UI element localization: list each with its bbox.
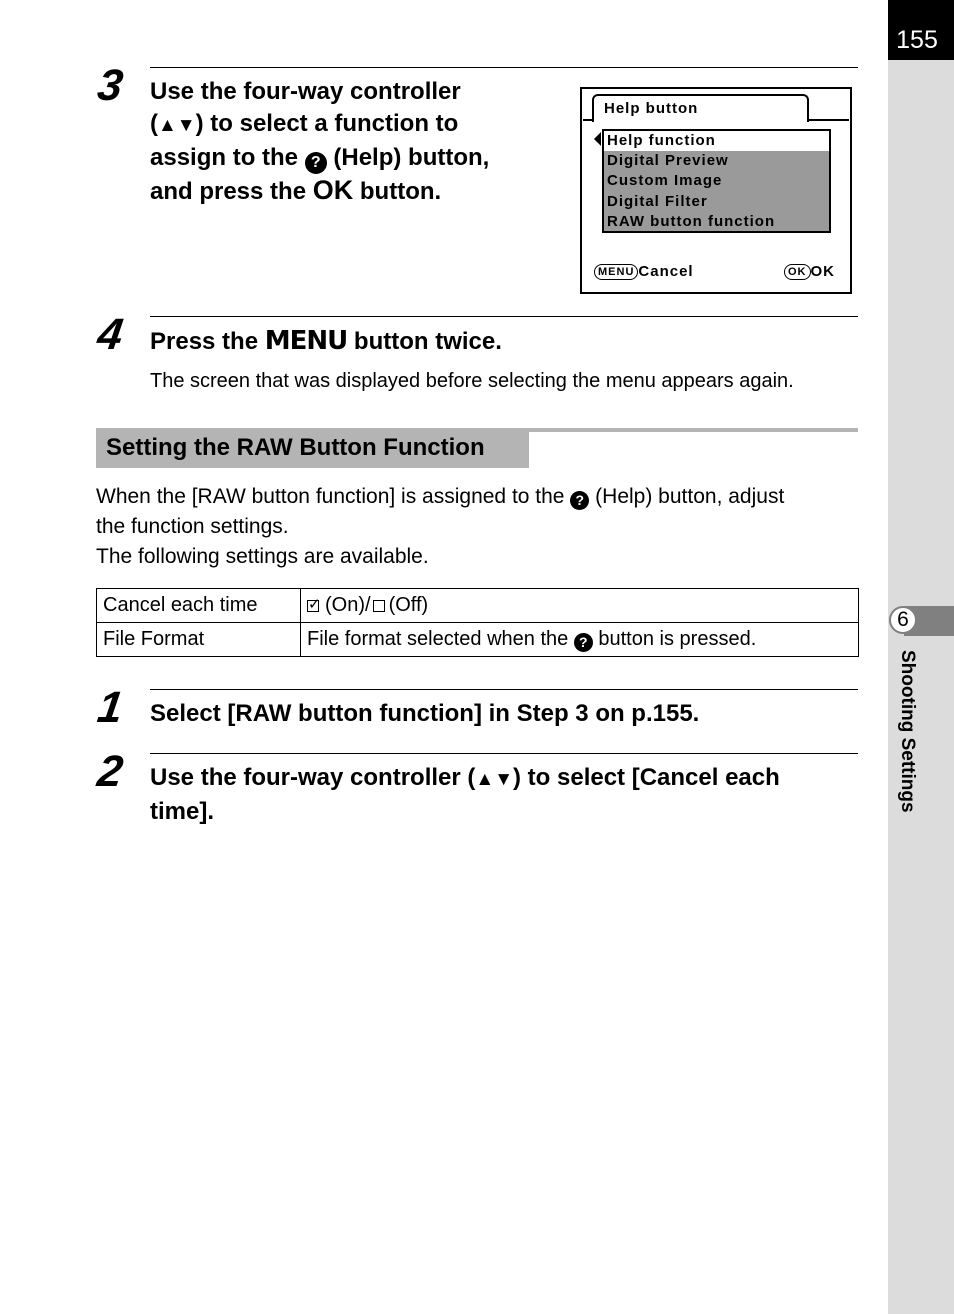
- camera-ok-label: OK: [810, 263, 835, 280]
- step-2-line-2: time].: [150, 798, 215, 825]
- step-1-number: 1: [94, 683, 126, 732]
- section-text-1a: When the [RAW button function] is assigned to the: [96, 485, 565, 508]
- step-3-number: 3: [94, 61, 126, 110]
- step-3-paren-open: (: [150, 110, 158, 137]
- step-3-line-1: Use the four-way controller: [150, 78, 461, 105]
- chapter-title: Shooting Settings: [897, 650, 918, 813]
- table-cell-value: [301, 589, 859, 623]
- camera-screen-tab: Help button: [592, 94, 809, 122]
- step-3-line-4a: and press the: [150, 178, 307, 205]
- help-button-icon: ?: [570, 491, 589, 510]
- step-4-text-a: Press the: [150, 328, 259, 355]
- camera-cancel-label: Cancel: [638, 263, 694, 280]
- step-3-line-3a: assign to the: [150, 144, 299, 171]
- camera-ok[interactable]: [784, 263, 835, 280]
- step-2-line-1b: ) to select [Cancel each: [513, 764, 780, 791]
- table-row: [97, 589, 859, 623]
- step-1-instruction: Select [RAW button function] in Step 3 on p.155.: [150, 700, 700, 727]
- section-text-2: The following settings are available.: [96, 545, 429, 568]
- camera-list-item-selected[interactable]: Help function: [604, 131, 829, 151]
- step-4-instruction: [150, 325, 502, 358]
- step-2-instruction: [150, 762, 860, 828]
- table-cell-value: [301, 623, 859, 657]
- table-row: [97, 623, 859, 657]
- step-3-rule: [150, 67, 858, 68]
- ok-button-icon: OK: [312, 175, 354, 205]
- camera-function-list: [602, 129, 831, 233]
- section-text-1b: (Help) button, adjust: [595, 485, 785, 508]
- on-label: (On)/: [325, 594, 371, 616]
- file-format-desc-b: button is pressed.: [598, 627, 757, 650]
- section-body: [96, 482, 866, 572]
- camera-list-item[interactable]: RAW button function: [607, 213, 776, 230]
- up-down-arrows-icon: ▲▼: [475, 769, 514, 790]
- section-text-1c: the function settings.: [96, 515, 289, 538]
- ok-badge-icon: OK: [784, 264, 811, 280]
- step-3-line-2: ) to select a function to: [195, 110, 459, 137]
- step-2-rule: [150, 753, 858, 754]
- step-3-line-4b: button.: [359, 178, 442, 205]
- step-2-line-1a: Use the four-way controller (: [150, 764, 476, 791]
- help-button-icon: ?: [305, 152, 327, 174]
- camera-cancel[interactable]: [594, 263, 694, 280]
- checkbox-checked-icon: [307, 600, 319, 612]
- step-4-text-b: button twice.: [353, 328, 502, 355]
- camera-list-item[interactable]: Digital Preview: [607, 152, 729, 169]
- page-number: 155: [896, 26, 938, 54]
- camera-list-item[interactable]: Digital Filter: [607, 193, 708, 210]
- step-1-rule: [150, 689, 858, 690]
- chapter-number: 6: [889, 606, 917, 634]
- help-button-icon: ?: [574, 633, 593, 652]
- file-format-desc-a: File format selected when the: [307, 627, 569, 650]
- table-cell-label: Cancel each time: [97, 589, 301, 623]
- checkbox-empty-icon: [373, 600, 385, 612]
- off-label: (Off): [388, 594, 429, 616]
- table-cell-label: File Format: [97, 623, 301, 657]
- step-2-number: 2: [94, 747, 126, 796]
- selection-arrow-icon: [594, 132, 601, 146]
- step-4-number: 4: [94, 310, 126, 359]
- section-title: Setting the RAW Button Function: [106, 434, 485, 461]
- camera-list-item[interactable]: Custom Image: [607, 172, 723, 189]
- menu-badge-icon: MENU: [594, 264, 638, 280]
- step-4-rule: [150, 316, 858, 317]
- menu-button-icon: MENU: [264, 326, 348, 356]
- settings-table: [96, 588, 859, 657]
- step-4-body: The screen that was displayed before selecting the menu appears again.: [150, 370, 794, 392]
- up-down-arrows-icon: ▲▼: [158, 115, 196, 136]
- step-3-instruction: [150, 76, 570, 208]
- step-3-line-3b: (Help) button,: [333, 144, 490, 171]
